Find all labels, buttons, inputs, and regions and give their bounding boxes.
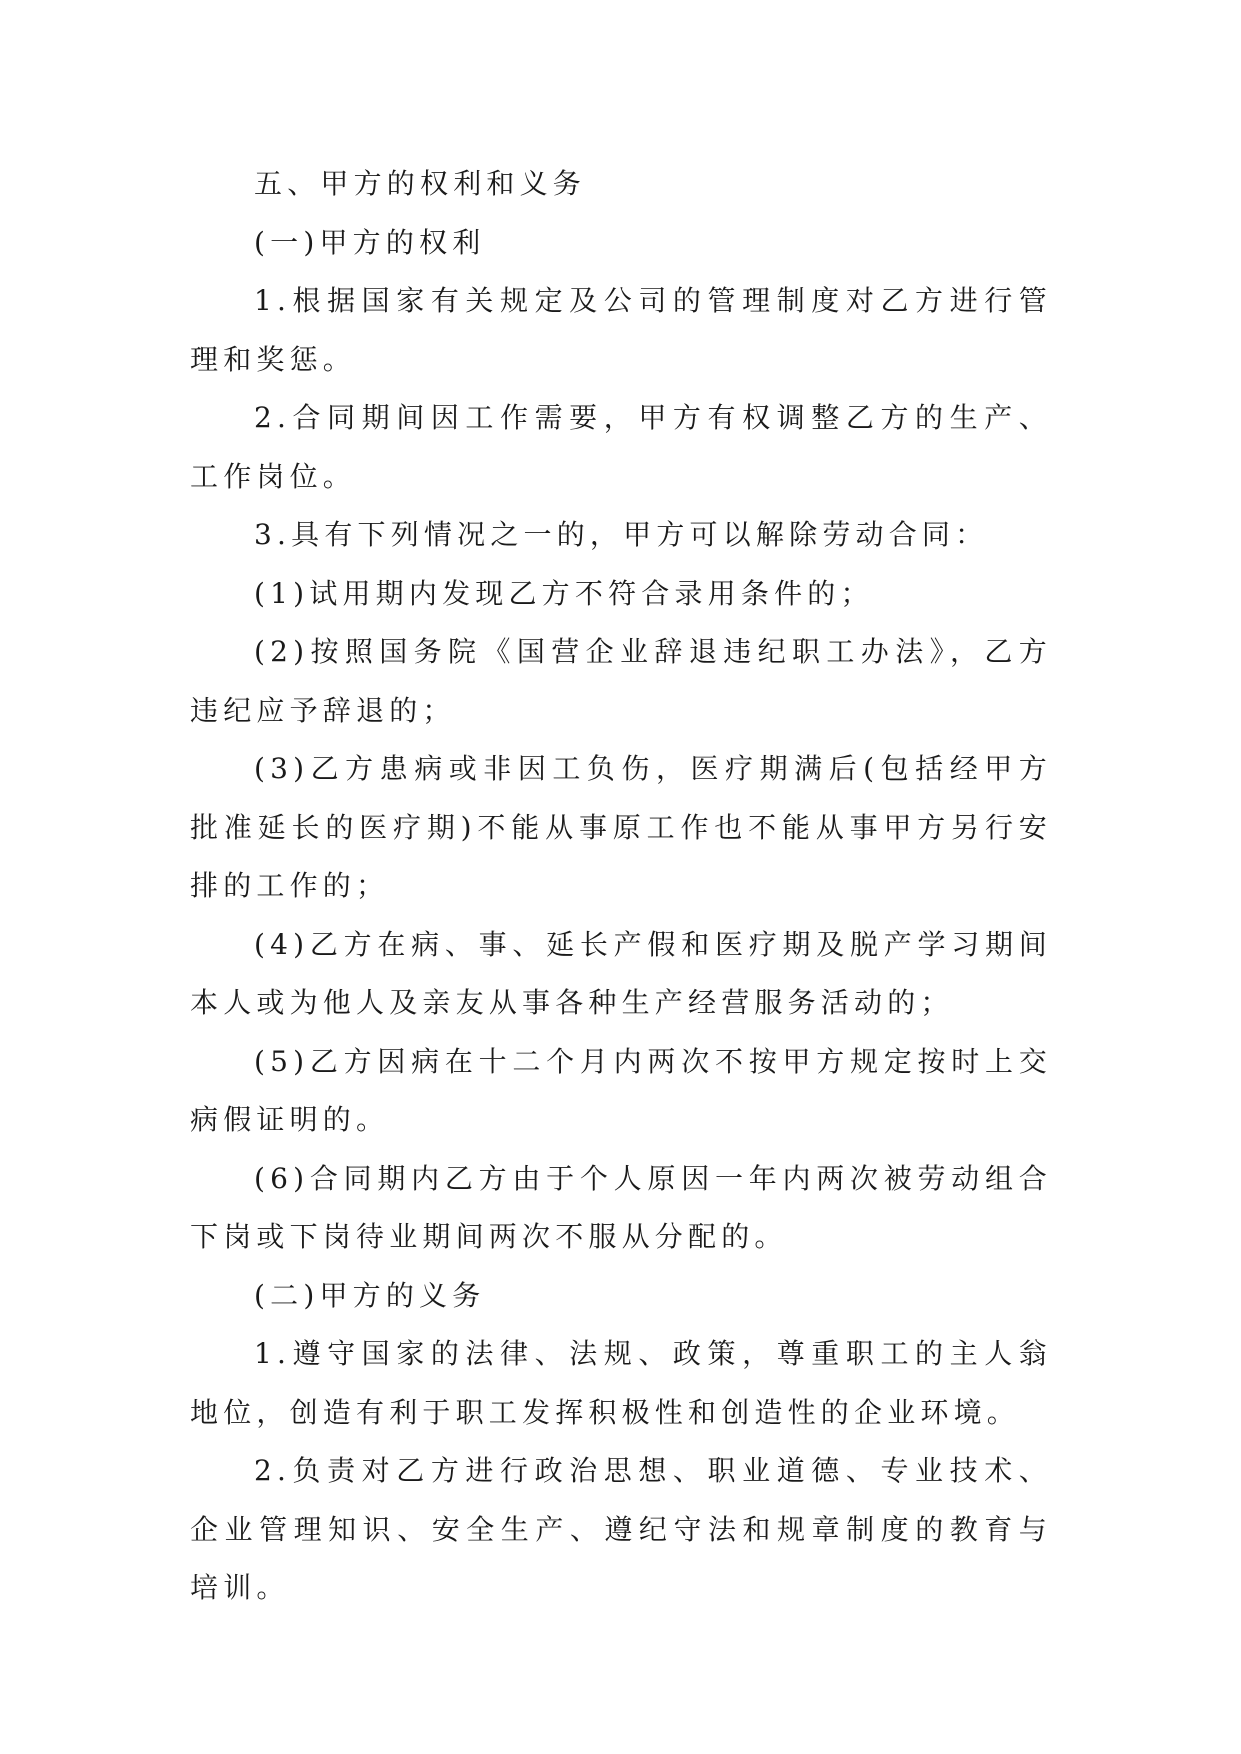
- paragraph-rights-1: 1.根据国家有关规定及公司的管理制度对乙方进行管理和奖惩。: [190, 284, 1052, 376]
- subsection-heading-rights: (一)甲方的权利: [254, 225, 486, 259]
- paragraph-obligations-1: 1.遵守国家的法律、法规、政策，尊重职工的主人翁地位，创造有利于职工发挥积极性和创造性的企业环境。: [190, 1337, 1052, 1429]
- paragraph-termination-4: (4)乙方在病、事、延长产假和医疗期及脱产学习期间本人或为他人及亲友从事各种生产经营服务活动的；: [190, 927, 1052, 1019]
- paragraph-termination-1: (1)试用期内发现乙方不符合录用条件的；: [254, 576, 874, 610]
- paragraph-rights-2: 2.合同期间因工作需要，甲方有权调整乙方的生产、工作岗位。: [190, 401, 1052, 493]
- paragraph-termination-2: (2)按照国务院《国营企业辞退违纪职工办法》，乙方违纪应予辞退的；: [190, 635, 1052, 727]
- subsection-heading-obligations: (二)甲方的义务: [254, 1278, 486, 1312]
- paragraph-termination-3: (3)乙方患病或非因工负伤，医疗期满后(包括经甲方批准延长的医疗期)不能从事原工作也不能从事甲方另行安排的工作的；: [190, 752, 1052, 902]
- paragraph-obligations-2: 2.负责对乙方进行政治思想、职业道德、专业技术、企业管理知识、安全生产、遵纪守法和规章制度的教育与培训。: [190, 1454, 1052, 1604]
- document-body: [190, 155, 1052, 1618]
- paragraph-rights-3: 3.具有下列情况之一的，甲方可以解除劳动合同：: [254, 518, 989, 551]
- paragraph-termination-6: (6)合同期内乙方由于个人原因一年内两次被劳动组合下岗或下岗待业期间两次不服从分配的。: [190, 1161, 1052, 1253]
- paragraph-termination-5: (5)乙方因病在十二个月内两次不按甲方规定按时上交病假证明的。: [190, 1044, 1052, 1136]
- section-heading-rights-obligations: 五、甲方的权利和义务: [254, 167, 587, 200]
